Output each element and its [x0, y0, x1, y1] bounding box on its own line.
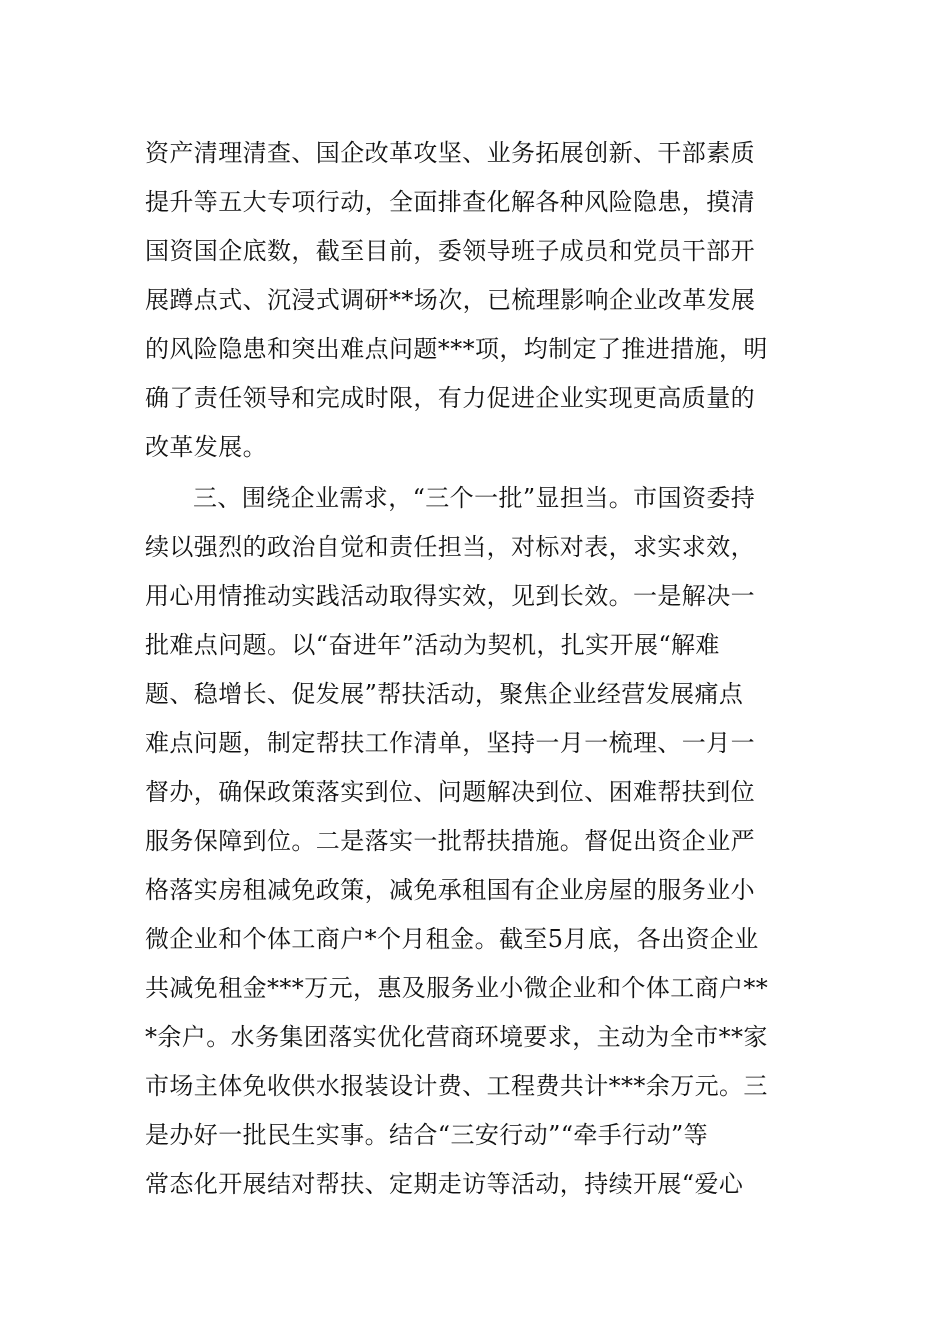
- text-line: 常态化开展结对帮扶、定期走访等活动，持续开展“爱心: [145, 1170, 744, 1198]
- text-line: 资产清理清查、国企改革攻坚、业务拓展创新、干部素质: [145, 139, 755, 167]
- text-line: 改革发展。: [145, 433, 267, 461]
- text-line: 难点问题，制定帮扶工作清单，坚持一月一梳理、一月一: [145, 729, 755, 757]
- text-line: 批难点问题。以“奋进年”活动为契机，扎实开展“解难: [145, 631, 720, 659]
- text-line: 共减免租金***万元，惠及服务业小微企业和个体工商户**: [145, 974, 769, 1002]
- text-line: 市场主体免收供水报装设计费、工程费共计***余万元。三: [145, 1072, 768, 1100]
- text-line: 的风险隐患和突出难点问题***项，均制定了推进措施，明: [145, 335, 768, 363]
- text-line: 格落实房租减免政策，减免承租国有企业房屋的服务业小: [145, 876, 755, 904]
- text-line: 督办，确保政策落实到位、问题解决到位、困难帮扶到位: [145, 778, 755, 806]
- section-heading-line: 三、围绕企业需求，“三个一批”显担当。市国资委持: [193, 484, 756, 512]
- text-line: 用心用情推动实践活动取得实效，见到长效。一是解决一: [145, 582, 755, 610]
- text-line: 服务保障到位。二是落实一批帮扶措施。督促出资企业严: [145, 827, 755, 855]
- text-line: 展蹲点式、沉浸式调研**场次，已梳理影响企业改革发展: [145, 286, 756, 314]
- text-line: 确了责任领导和完成时限，有力促进企业实现更高质量的: [145, 384, 755, 412]
- text-line: 提升等五大专项行动，全面排查化解各种风险隐患，摸清: [145, 188, 755, 216]
- text-line: *余户。水务集团落实优化营商环境要求，主动为全市**家: [145, 1023, 768, 1051]
- text-line: 国资国企底数，截至目前，委领导班子成员和党员干部开: [145, 237, 755, 265]
- text-line: 是办好一批民生实事。结合“三安行动”“牵手行动”等: [145, 1121, 709, 1149]
- text-line: 微企业和个体工商户*个月租金。截至5月底，各出资企业: [145, 925, 759, 953]
- text-line: 题、稳增长、促发展”帮扶活动，聚焦企业经营发展痛点: [145, 680, 744, 708]
- text-line: 续以强烈的政治自觉和责任担当，对标对表，求实求效，: [145, 533, 755, 561]
